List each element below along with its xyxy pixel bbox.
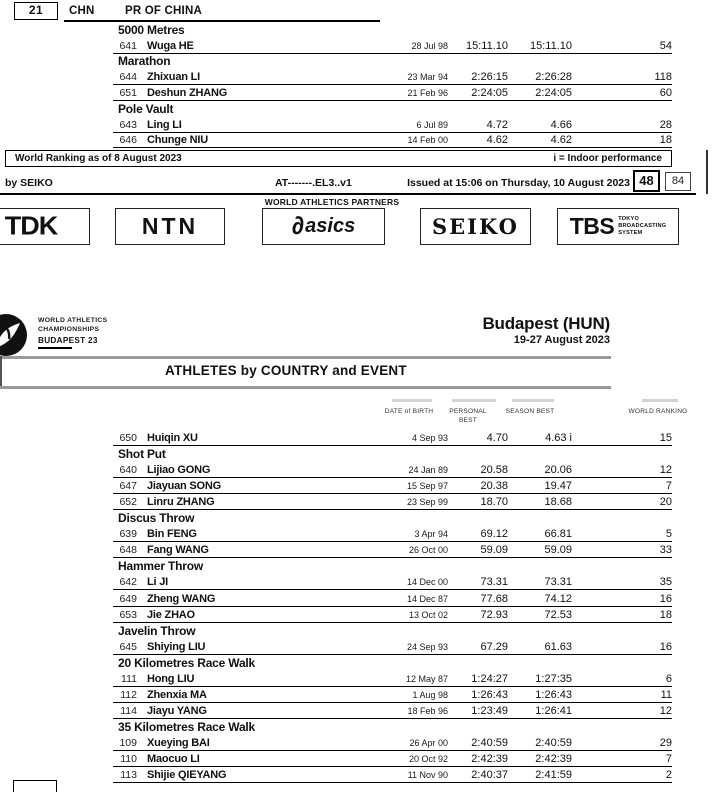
event-header: Discus Throw <box>118 511 195 526</box>
athlete-date-of-birth: 13 Oct 02 <box>408 609 448 620</box>
athlete-season-best: 2:42:39 <box>535 752 572 765</box>
athlete-name: Maocuo LI <box>147 752 200 765</box>
athlete-name: Chunge NIU <box>147 134 208 147</box>
athlete-row <box>113 38 672 54</box>
footnote-box <box>5 150 672 167</box>
athlete-personal-best: 20.58 <box>480 464 508 477</box>
athlete-row <box>113 478 672 494</box>
athlete-row <box>113 751 672 767</box>
asics-logo-text: asics <box>305 215 356 237</box>
events-table-page2 <box>0 430 672 783</box>
issued-timestamp: Issued at 15:06 on Thursday, 10 August 2023 <box>407 177 630 189</box>
athlete-name: Jiayu YANG <box>147 704 207 717</box>
athlete-row <box>113 767 672 783</box>
athlete-personal-best: 59.09 <box>480 544 508 557</box>
athlete-world-ranking: 7 <box>665 480 672 493</box>
athlete-world-ranking: 118 <box>654 71 672 84</box>
athlete-bib-number: 112 <box>120 688 137 701</box>
athlete-date-of-birth: 18 Feb 96 <box>407 705 448 716</box>
athlete-bib-number: 644 <box>119 71 137 84</box>
athlete-name: Fang WANG <box>147 544 209 557</box>
championships-emblem-icon <box>0 311 30 359</box>
athlete-row <box>113 639 672 655</box>
athlete-world-ranking: 60 <box>659 86 672 99</box>
athlete-season-best: 2:40:59 <box>535 736 572 749</box>
athlete-season-best: 66.81 <box>544 528 572 541</box>
column-header-world-ranking: WORLD RANKING <box>628 408 688 415</box>
athlete-world-ranking: 29 <box>659 736 672 749</box>
country-code: CHN <box>69 5 95 17</box>
athlete-season-best: 73.31 <box>544 576 572 589</box>
event-header: 5000 Metres <box>118 22 185 37</box>
athlete-bib-number: 641 <box>119 39 137 52</box>
athlete-row <box>113 494 672 510</box>
athlete-name: Shiying LIU <box>147 640 206 653</box>
athlete-season-best: 4.66 <box>550 118 572 131</box>
athlete-season-best: 19.47 <box>544 480 572 493</box>
athlete-season-best: 2:24:05 <box>535 86 572 99</box>
athlete-row <box>113 462 672 478</box>
athlete-bib-number: 649 <box>119 592 137 605</box>
athlete-date-of-birth: 12 May 87 <box>405 673 448 684</box>
athlete-personal-best: 2:42:39 <box>471 752 508 765</box>
cropped-text-remnant <box>452 399 496 402</box>
athlete-name: Xueying BAI <box>147 736 210 749</box>
events-table-page1 <box>0 22 672 148</box>
athlete-personal-best: 69.12 <box>480 528 508 541</box>
event-dates: 19-27 August 2023 <box>513 334 610 346</box>
athlete-personal-best: 18.70 <box>480 496 508 509</box>
athlete-date-of-birth: 26 Apr 00 <box>409 737 448 748</box>
athlete-bib-number: 109 <box>119 736 137 749</box>
athlete-world-ranking: 12 <box>659 704 672 717</box>
athlete-season-best: 1:26:43 <box>535 688 572 701</box>
athlete-date-of-birth: 23 Mar 94 <box>407 72 448 83</box>
athlete-personal-best: 67.29 <box>480 640 508 653</box>
athlete-name: Bin FENG <box>147 528 197 541</box>
athlete-personal-best: 2:40:37 <box>471 769 508 782</box>
athlete-date-of-birth: 3 Apr 94 <box>414 529 448 540</box>
partners-heading: WORLD ATHLETICS PARTNERS <box>264 197 400 207</box>
athlete-name: Lijiao GONG <box>147 464 211 477</box>
country-name: PR OF CHINA <box>125 5 202 17</box>
page-badge-primary: 48 <box>633 170 660 192</box>
page-number-box: 21 <box>14 2 58 20</box>
athlete-row <box>113 574 672 590</box>
tdk-logo-text: TDK <box>4 211 58 241</box>
tbs-subline-3: SYSTEM <box>618 229 643 236</box>
athlete-name: Hong LIU <box>147 672 195 685</box>
athlete-world-ranking: 6 <box>665 672 672 685</box>
athlete-personal-best: 1:26:43 <box>471 688 508 701</box>
athlete-date-of-birth: 28 Jul 98 <box>411 40 448 51</box>
athlete-date-of-birth: 21 Feb 96 <box>407 87 448 98</box>
athlete-row <box>113 607 672 623</box>
page-right-edge <box>706 150 708 194</box>
athlete-personal-best: 72.93 <box>480 608 508 621</box>
athlete-bib-number: 652 <box>119 496 137 509</box>
athlete-season-best: 59.09 <box>544 544 572 557</box>
athlete-season-best: 20.06 <box>544 464 572 477</box>
athlete-world-ranking: 54 <box>659 39 672 52</box>
athlete-date-of-birth: 26 Oct 00 <box>408 545 448 556</box>
athlete-personal-best: 1:23:49 <box>471 704 508 717</box>
cropped-text-remnant <box>392 399 432 402</box>
tbs-logo-text: TBS <box>569 213 615 239</box>
athlete-name: Linru ZHANG <box>147 496 215 509</box>
column-header-personal-best: PERSONAL BEST <box>449 408 487 424</box>
athlete-season-best: 18.68 <box>544 496 572 509</box>
athlete-row <box>113 85 672 101</box>
athlete-bib-number: 110 <box>120 752 137 765</box>
athlete-row <box>113 687 672 703</box>
athlete-bib-number: 640 <box>119 464 137 477</box>
cropped-text-remnant <box>512 399 554 402</box>
athlete-row <box>113 133 672 149</box>
athlete-world-ranking: 7 <box>665 752 672 765</box>
ntn-logo-text: NTN <box>141 213 199 239</box>
athlete-season-best: 1:27:35 <box>535 672 572 685</box>
next-page-number-box <box>13 780 57 792</box>
athlete-world-ranking: 18 <box>659 608 672 621</box>
athlete-name: Wuga HE <box>147 39 194 52</box>
athlete-personal-best: 4.72 <box>486 118 508 131</box>
athlete-personal-best: 20.38 <box>480 480 508 493</box>
athlete-season-best: 2:41:59 <box>535 769 572 782</box>
athlete-personal-best: 2:24:05 <box>471 86 508 99</box>
ntn-logo <box>115 208 225 245</box>
athlete-personal-best: 77.68 <box>480 592 508 605</box>
logo-line-1: WORLD ATHLETICS <box>38 317 108 324</box>
athlete-row <box>113 590 672 606</box>
event-location: Budapest (HUN) <box>482 314 610 333</box>
logo-line-2: CHAMPIONSHIPS <box>38 325 100 333</box>
athlete-world-ranking: 5 <box>665 528 672 541</box>
column-header-dob: DATE of BIRTH <box>384 408 434 415</box>
footer-rule <box>0 193 696 195</box>
athlete-bib-number: 113 <box>120 769 137 782</box>
athlete-season-best: 72.53 <box>544 608 572 621</box>
athlete-date-of-birth: 24 Jan 89 <box>408 465 448 476</box>
athlete-bib-number: 639 <box>119 528 137 541</box>
athlete-date-of-birth: 1 Aug 98 <box>412 689 448 700</box>
event-header: 35 Kilometres Race Walk <box>118 719 256 734</box>
athlete-season-best: 1:26:41 <box>535 704 572 717</box>
athlete-name: Zhixuan LI <box>147 71 201 84</box>
athlete-personal-best: 4.62 <box>486 134 508 147</box>
athlete-world-ranking: 2 <box>665 769 672 782</box>
athlete-date-of-birth: 24 Sep 93 <box>406 641 448 652</box>
athlete-name: Deshun ZHANG <box>147 86 228 99</box>
athlete-name: Zheng WANG <box>147 592 216 605</box>
cropped-text-remnant <box>642 399 678 402</box>
athlete-date-of-birth: 20 Oct 92 <box>408 753 448 764</box>
athlete-name: Ling LI <box>147 118 182 131</box>
athlete-world-ranking: 18 <box>659 134 672 147</box>
tdk-logo <box>0 208 90 245</box>
athlete-bib-number: 651 <box>119 86 137 99</box>
athlete-row <box>113 542 672 558</box>
athlete-name: Zhenxia MA <box>147 688 207 701</box>
athlete-row <box>113 430 672 446</box>
athlete-personal-best: 1:24:27 <box>471 672 508 685</box>
athlete-world-ranking: 11 <box>660 688 672 701</box>
page-badge-secondary: 84 <box>665 172 691 191</box>
athlete-row <box>113 703 672 719</box>
athlete-bib-number: 650 <box>119 432 137 445</box>
athlete-bib-number: 642 <box>119 576 137 589</box>
athlete-world-ranking: 35 <box>659 576 672 589</box>
event-header: Hammer Throw <box>118 559 203 574</box>
page-title: ATHLETES by COUNTRY and EVENT <box>165 363 407 378</box>
timing-credit: by SEIKO <box>5 177 53 189</box>
athlete-personal-best: 73.31 <box>480 576 508 589</box>
athlete-world-ranking: 12 <box>659 464 672 477</box>
athlete-date-of-birth: 14 Dec 00 <box>406 577 448 588</box>
athlete-bib-number: 111 <box>121 672 137 685</box>
seiko-logo <box>420 208 531 245</box>
athlete-world-ranking: 15 <box>659 432 672 445</box>
athlete-bib-number: 645 <box>119 640 137 653</box>
column-header-season-best: SEASON BEST <box>505 408 555 415</box>
athlete-season-best: 61.63 <box>544 640 572 653</box>
athlete-season-best: 2:26:28 <box>535 71 572 84</box>
athlete-world-ranking: 16 <box>659 592 672 605</box>
athlete-name: Jie ZHAO <box>147 608 195 621</box>
athlete-bib-number: 647 <box>119 480 137 493</box>
athlete-name: Shijie QIEYANG <box>147 769 227 782</box>
athlete-bib-number: 646 <box>119 134 137 147</box>
athlete-bib-number: 643 <box>119 118 137 131</box>
athlete-date-of-birth: 6 Jul 89 <box>416 119 448 130</box>
athlete-row <box>113 117 672 133</box>
document-code: AT-------.EL3..v1 <box>275 177 352 189</box>
athlete-personal-best: 4.70 <box>486 432 508 445</box>
title-rule-top <box>0 356 611 359</box>
athlete-personal-best: 15:11.10 <box>465 39 508 52</box>
athlete-season-best: 4.62 <box>550 134 572 147</box>
athlete-date-of-birth: 11 Nov 90 <box>407 770 448 781</box>
seiko-logo-text: SEIKO <box>432 214 519 239</box>
athlete-name: Li JI <box>147 576 169 589</box>
tbs-logo <box>557 208 679 245</box>
asics-spiral-icon: ∂ <box>291 212 305 240</box>
athlete-name: Jiayuan SONG <box>147 480 222 493</box>
tbs-subline-1: TOKYO <box>618 216 639 223</box>
title-left-edge <box>0 356 2 389</box>
world-ranking-note: World Ranking as of 8 August 2023 <box>15 153 182 164</box>
logo-line-3: BUDAPEST 23 <box>38 335 98 345</box>
athlete-bib-number: 114 <box>120 704 137 717</box>
athlete-world-ranking: 20 <box>659 496 672 509</box>
athlete-bib-number: 653 <box>119 608 137 621</box>
athlete-personal-best: 2:26:15 <box>471 71 508 84</box>
athlete-world-ranking: 28 <box>659 118 672 131</box>
athlete-bib-number: 648 <box>119 544 137 557</box>
championships-logo-text <box>38 317 107 349</box>
athlete-date-of-birth: 14 Feb 00 <box>407 135 448 146</box>
athlete-date-of-birth: 4 Sep 93 <box>411 433 448 444</box>
logo-underline <box>38 347 72 349</box>
asics-logo <box>262 208 385 245</box>
athlete-row <box>113 69 672 85</box>
athlete-row <box>113 526 672 542</box>
athlete-date-of-birth: 23 Sep 99 <box>406 497 448 508</box>
athlete-row <box>113 735 672 751</box>
athlete-world-ranking: 16 <box>659 640 672 653</box>
event-header: 20 Kilometres Race Walk <box>118 655 256 670</box>
athlete-season-best: 15:11.10 <box>529 39 572 52</box>
event-header: Pole Vault <box>118 101 174 116</box>
athlete-season-best: 4.63 i <box>545 432 572 445</box>
tbs-subline-2: BROADCASTING <box>618 223 667 229</box>
athlete-personal-best: 2:40:59 <box>471 736 508 749</box>
athlete-date-of-birth: 15 Sep 97 <box>406 481 448 492</box>
indoor-performance-note: i = Indoor performance <box>553 153 662 164</box>
athlete-name: Huiqin XU <box>147 432 198 445</box>
athlete-row <box>113 671 672 687</box>
title-rule-bottom <box>0 386 611 389</box>
event-header: Javelin Throw <box>118 623 196 638</box>
athlete-season-best: 74.12 <box>544 592 572 605</box>
athlete-date-of-birth: 14 Dec 87 <box>406 593 448 604</box>
athlete-world-ranking: 33 <box>659 544 672 557</box>
event-header: Shot Put <box>118 447 166 462</box>
event-header: Marathon <box>118 54 171 69</box>
